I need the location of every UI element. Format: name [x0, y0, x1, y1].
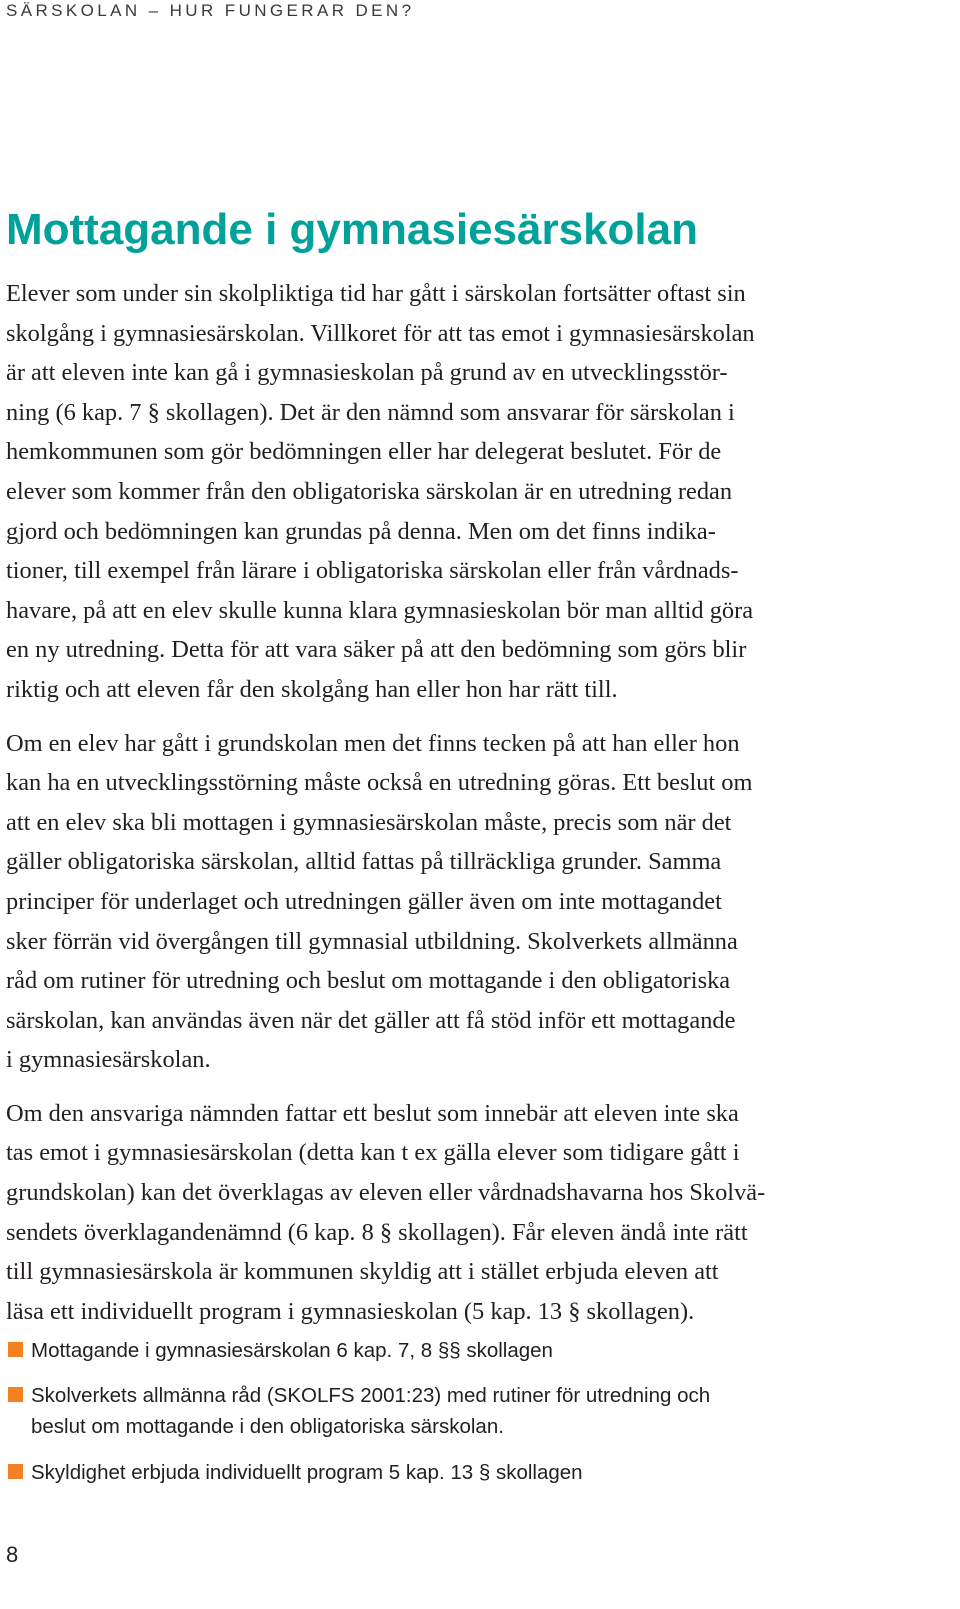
text-line: Elever som under sin skolpliktiga tid har gått i särskolan fortsätter oftast sin [6, 280, 746, 307]
page-number: 8 [6, 1542, 19, 1567]
paragraph-3 [6, 1094, 950, 1332]
text-line: sendets överklagandenämnd (6 kap. 8 § skollagen). Får eleven ändå inte rätt [6, 1218, 748, 1246]
reference-item [8, 1335, 553, 1366]
text-line: elever som kommer från den obligatoriska särskolan är en utredning redan [6, 477, 733, 505]
text-line: hemkommunen som gör bedömningen eller har delegerat beslutet. För de [6, 438, 722, 466]
text-line: grundskolan) kan det överklagas av eleven eller vårdnadshavarna hos Skolvä- [6, 1179, 766, 1207]
running-header: SÄRSKOLAN – HUR FUNGERAR DEN? [6, 1, 415, 20]
reference-item [8, 1380, 710, 1442]
text-line: skolgång i gymnasiesärskolan. Villkoret för att tas emot i gymnasiesärskolan [6, 319, 755, 347]
reference-text: Skolverkets allmänna råd (SKOLFS 2001:23) med rutiner för utredning och [31, 1384, 711, 1407]
text-line: sker förrän vid övergången till gymnasial utbildning. Skolverkets allmänna [6, 927, 738, 955]
square-bullet-icon [8, 1464, 23, 1479]
page-title: Mottagande i gymnasiesärskolan [6, 205, 698, 254]
text-line: i gymnasiesärskolan. [6, 1046, 211, 1074]
text-line: att en elev ska bli mottagen i gymnasiesärskolan måste, precis som när det [6, 808, 732, 836]
text-line: gjord och bedömningen kan grundas på denna. Men om det finns indika- [6, 517, 716, 545]
reference-text: Skyldighet erbjuda individuellt program 5 kap. 13 § skollagen [31, 1461, 583, 1484]
text-line: havare, på att en elev skulle kunna klara gymnasieskolan bör man alltid göra [6, 596, 754, 624]
text-line: ning (6 kap. 7 § skollagen). Det är den nämnd som ansvarar för särskolan i [6, 398, 735, 426]
text-line: kan ha en utvecklingsstörning måste också en utredning göras. Ett beslut om [6, 769, 753, 797]
reference-text: beslut om mottagande i den obligatoriska särskolan. [31, 1415, 504, 1438]
paragraph-1 [6, 274, 950, 710]
square-bullet-icon [8, 1387, 23, 1402]
text-line: Om den ansvariga nämnden fattar ett beslut som innebär att eleven inte ska [6, 1099, 739, 1127]
text-line: en ny utredning. Detta för att vara säker på att den bedömning som görs blir [6, 636, 747, 664]
text-line: läsa ett individuellt program i gymnasieskolan (5 kap. 13 § skollagen). [6, 1297, 695, 1325]
text-line: gäller obligatoriska särskolan, alltid fattas på tillräckliga grunder. Samma [6, 848, 722, 876]
text-line: råd om rutiner för utredning och beslut om mottagande i den obligatoriska [6, 967, 731, 995]
body-text [6, 274, 950, 1345]
text-line: till gymnasiesärskola är kommunen skyldig att i stället erbjuda eleven att [6, 1258, 719, 1286]
text-line: principer för underlaget och utredningen gäller även om inte mottagandet [6, 887, 722, 915]
text-line: Om en elev har gått i grundskolan men det finns tecken på att han eller hon [6, 729, 740, 757]
text-line: särskolan, kan användas även när det gäller att få stöd inför ett mottagande [6, 1006, 736, 1034]
text-line: tioner, till exempel från lärare i obligatoriska särskolan eller från vårdnads- [6, 557, 739, 585]
text-line: är att eleven inte kan gå i gymnasieskolan på grund av en utvecklingsstör- [6, 359, 728, 387]
reference-text: Mottagande i gymnasiesärskolan 6 kap. 7, 8 §§ skollagen [31, 1339, 553, 1362]
text-line: tas emot i gymnasiesärskolan (detta kan t ex gälla elever som tidigare gått i [6, 1139, 740, 1167]
paragraph-2 [6, 724, 950, 1080]
square-bullet-icon [8, 1342, 23, 1357]
text-line: riktig och att eleven får den skolgång han eller hon har rätt till. [6, 675, 618, 703]
reference-item [8, 1457, 583, 1488]
